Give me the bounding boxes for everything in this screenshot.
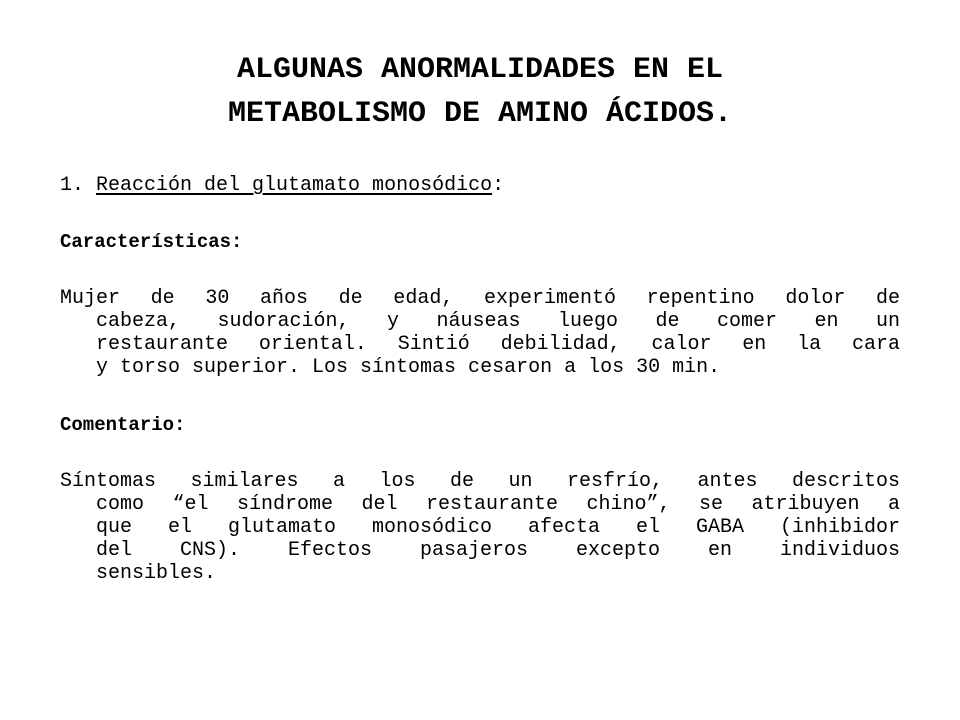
slide-title-line-1: ALGUNAS ANORMALIDADES EN EL: [236, 53, 724, 87]
caracteristicas-paragraph: [60, 287, 900, 379]
comentario-line-3: que el glutamato monosódico afecta el GABA (inhibidor: [96, 516, 900, 539]
comentario-line-1: Síntomas similares a los de un resfrío, antes descritos: [60, 470, 900, 493]
caracteristicas-line-1: Mujer de 30 años de edad, experimentó repentino dolor de: [60, 287, 900, 310]
comentario-paragraph: [60, 470, 900, 585]
caracteristicas-label: Características:: [60, 231, 243, 253]
caracteristicas-line-4: y torso superior. Los síntomas cesaron a los 30 min.: [96, 356, 721, 379]
caracteristicas-line-3: restaurante oriental. Sintió debilidad, calor en la cara: [96, 333, 900, 356]
slide-title-line-2: METABOLISMO DE AMINO ÁCIDOS.: [227, 97, 733, 131]
comentario-line-2: como “el síndrome del restaurante chino”, se atribuyen a: [96, 493, 900, 516]
item-1-number: 1.: [60, 174, 97, 197]
slide-title: [60, 48, 900, 136]
comentario-label: Comentario:: [60, 414, 186, 436]
item-1-colon: :: [492, 174, 505, 197]
item-1-title: Reacción del glutamato monosódico: [96, 174, 493, 197]
comentario-line-5: sensibles.: [96, 562, 217, 585]
comentario-line-4: del CNS). Efectos pasajeros excepto en individuos: [96, 539, 900, 562]
caracteristicas-line-2: cabeza, sudoración, y náuseas luego de comer en un: [96, 310, 900, 333]
item-1-heading: [60, 172, 504, 200]
